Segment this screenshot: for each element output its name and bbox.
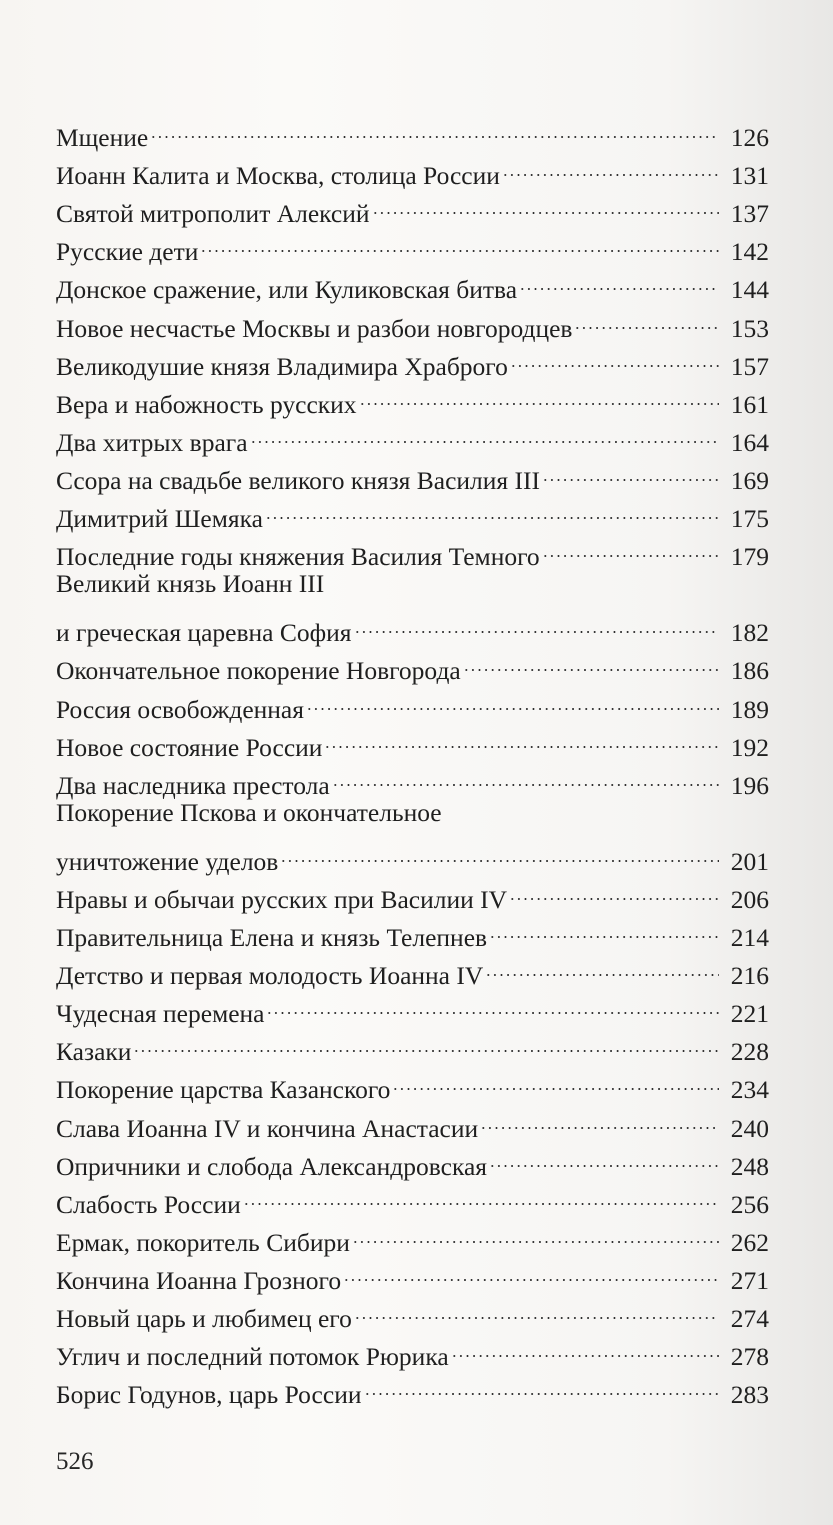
toc-entry-page: 216 <box>730 961 769 991</box>
dot-leader <box>324 718 719 756</box>
toc-entry-page: 262 <box>730 1227 769 1257</box>
toc-entry-title: Углич и последний потомок Рюрика <box>56 1342 449 1372</box>
toc-entry <box>56 298 769 343</box>
toc-entry-line <box>56 260 769 305</box>
toc-entry-title: Иоанн Калита и Москва, столица России <box>56 161 500 191</box>
toc-entry-line <box>56 108 769 153</box>
toc-entry <box>56 489 769 534</box>
toc-entry <box>56 718 769 762</box>
toc-entry-title: Покорение царства Казанского <box>56 1075 391 1105</box>
toc-entry <box>56 1213 769 1257</box>
toc-entry-line <box>56 1365 769 1410</box>
toc-entry <box>56 908 769 953</box>
dot-leader <box>489 908 719 946</box>
toc-entry-line <box>56 413 769 457</box>
dot-leader <box>343 1251 719 1289</box>
toc-entry-title: Великий князь Иоанн III <box>56 569 325 599</box>
toc-entry-title: Донское сражение, или Куликовская битва <box>56 275 518 305</box>
page-number: 526 <box>56 1448 94 1475</box>
toc-entry-line <box>56 984 769 1029</box>
dot-leader <box>392 1060 719 1098</box>
toc-entry-title: Мщение <box>56 123 149 153</box>
toc-entry-page: 278 <box>730 1342 769 1372</box>
toc-entry-title: уничтожение уделов <box>56 846 279 876</box>
dot-leader <box>372 184 719 222</box>
toc-entry-line <box>56 756 769 800</box>
toc-entry-page: 201 <box>730 846 769 876</box>
toc-entry-line <box>56 718 769 762</box>
toc-entry-line <box>56 832 769 876</box>
toc-entry-line <box>56 527 769 572</box>
dot-leader <box>480 1098 719 1136</box>
toc-entry-page: 175 <box>730 504 769 534</box>
toc-entry <box>56 1098 769 1143</box>
toc-entry-line <box>56 489 769 534</box>
toc-entry-line <box>56 1022 769 1067</box>
dot-leader <box>542 451 719 489</box>
toc-entry <box>56 1022 769 1067</box>
toc-entry-title: Нравы и обычаи русских при Василии IV <box>56 884 508 914</box>
toc-entry-title: Слабость России <box>56 1189 241 1219</box>
dot-leader <box>489 1137 719 1175</box>
toc-entry-line <box>56 1137 769 1181</box>
toc-entry-title: Слава Иоанна IV и кончина Анастасии <box>56 1113 479 1143</box>
toc-entry-title: Великодушие князя Владимира Храброго <box>56 351 508 381</box>
toc-entry <box>56 184 769 229</box>
toc-entry-title: Ермак, покоритель Сибири <box>56 1227 350 1257</box>
toc-entry <box>56 756 769 800</box>
toc-entry-title: Новое несчастье Москвы и разбои новгородцев <box>56 313 573 343</box>
dot-leader <box>542 527 719 565</box>
toc-entry-page: 131 <box>730 161 769 191</box>
toc-entry-page: 221 <box>730 999 769 1029</box>
dot-leader <box>133 1022 719 1060</box>
toc-entry-title: Два хитрых врага <box>56 427 248 457</box>
toc-entry <box>56 527 769 572</box>
table-of-contents <box>56 108 769 1410</box>
toc-entry-page: 182 <box>730 618 769 648</box>
toc-entry <box>56 451 769 495</box>
toc-entry-page: 144 <box>730 275 769 305</box>
toc-entry-title: Димитрий Шемяка <box>56 504 263 534</box>
toc-entry-page: 240 <box>730 1113 769 1143</box>
dot-leader <box>352 1213 719 1251</box>
toc-entry <box>56 1365 769 1410</box>
toc-entry <box>56 108 769 153</box>
toc-entry-line <box>56 146 769 191</box>
dot-leader <box>574 298 719 336</box>
dot-leader <box>354 1289 719 1327</box>
toc-entry-line <box>56 946 769 991</box>
toc-entry <box>56 565 769 648</box>
dot-leader <box>150 108 719 146</box>
toc-entry-title: Окончательное покорение Новгорода <box>56 656 461 686</box>
toc-entry-title: Последние годы княжения Василия Темного <box>56 542 540 572</box>
toc-entry-line <box>56 1098 769 1143</box>
toc-entry-line <box>56 1327 769 1372</box>
toc-entry <box>56 1175 769 1219</box>
toc-entry <box>56 337 769 381</box>
toc-entry-page: 228 <box>730 1037 769 1067</box>
toc-entry-title: Новое состояние России <box>56 732 323 762</box>
dot-leader <box>502 146 719 184</box>
toc-entry <box>56 1137 769 1181</box>
toc-entry-title: Казаки <box>56 1037 132 1067</box>
toc-entry <box>56 870 769 914</box>
toc-entry <box>56 375 769 419</box>
dot-leader <box>200 222 719 260</box>
toc-entry-title: Детство и первая молодость Иоанна IV <box>56 961 484 991</box>
toc-entry-page: 186 <box>730 656 769 686</box>
toc-entry <box>56 1289 769 1333</box>
dot-leader <box>332 756 719 794</box>
dot-leader <box>280 832 719 870</box>
toc-entry-page: 189 <box>730 694 769 724</box>
toc-entry-title: Новый царь и любимец его <box>56 1304 352 1333</box>
toc-entry-page: 142 <box>730 237 769 267</box>
dot-leader <box>451 1327 719 1365</box>
toc-entry-page: 234 <box>730 1075 769 1105</box>
dot-leader <box>519 260 719 298</box>
toc-entry-line <box>56 1060 769 1105</box>
toc-entry-page: 192 <box>730 732 769 762</box>
toc-entry-title: Покорение Пскова и окончательное <box>56 797 442 827</box>
toc-entry-page: 137 <box>730 199 769 229</box>
toc-entry-page: 153 <box>730 313 769 343</box>
toc-entry-page: 169 <box>730 465 769 495</box>
toc-entry-line <box>56 298 769 343</box>
toc-entry-title: Ссора на свадьбе великого князя Василия III <box>56 465 541 495</box>
toc-entry-line <box>56 222 769 267</box>
toc-entry-page: 196 <box>730 770 769 800</box>
toc-entry-page: 179 <box>730 542 769 572</box>
toc-entry <box>56 146 769 191</box>
toc-entry-page: 274 <box>730 1304 769 1333</box>
toc-entry-page: 283 <box>730 1380 769 1410</box>
toc-entry-line <box>56 375 769 419</box>
dot-leader <box>243 1175 719 1213</box>
toc-entry <box>56 794 769 876</box>
dot-leader <box>354 603 719 641</box>
dot-leader <box>265 489 719 527</box>
dot-leader <box>250 413 719 451</box>
dot-leader <box>359 375 719 413</box>
toc-entry-title: Борис Годунов, царь России <box>56 1380 362 1410</box>
toc-entry-line <box>56 1289 769 1333</box>
toc-entry-line <box>56 1213 769 1257</box>
toc-entry <box>56 1327 769 1372</box>
toc-entry-page: 256 <box>730 1189 769 1219</box>
toc-entry <box>56 222 769 267</box>
toc-entry-title: Правительница Елена и князь Телепнев <box>56 923 488 953</box>
toc-entry-page: 214 <box>730 923 769 953</box>
toc-entry <box>56 1060 769 1105</box>
toc-entry-page: 164 <box>730 427 769 457</box>
toc-entry <box>56 1251 769 1295</box>
toc-entry-line <box>56 451 769 495</box>
dot-leader <box>266 984 719 1022</box>
toc-entry <box>56 260 769 305</box>
dot-leader <box>364 1365 720 1403</box>
toc-entry-line <box>56 337 769 381</box>
toc-entry-title: Кончина Иоанна Грозного <box>56 1265 342 1295</box>
toc-entry-page: 271 <box>730 1265 769 1295</box>
toc-entry-title: Чудесная перемена <box>56 999 265 1029</box>
dot-leader <box>509 870 719 908</box>
toc-entry-title: Святой митрополит Алексий <box>56 199 370 229</box>
toc-entry-page: 248 <box>730 1151 769 1181</box>
toc-entry-line <box>56 1175 769 1219</box>
toc-entry-line <box>56 679 769 724</box>
toc-entry-page: 206 <box>730 884 769 914</box>
toc-entry <box>56 413 769 457</box>
toc-entry-line <box>56 1251 769 1295</box>
toc-entry-line <box>56 184 769 229</box>
toc-entry-line <box>56 870 769 914</box>
toc-entry <box>56 984 769 1029</box>
toc-entry-title: Русские дети <box>56 237 199 267</box>
toc-entry-page: 126 <box>730 123 769 153</box>
toc-entry-line <box>56 908 769 953</box>
toc-entry-page: 157 <box>730 351 769 381</box>
toc-entry-title: и греческая царевна София <box>56 618 352 648</box>
toc-entry-line <box>56 794 769 832</box>
dot-leader <box>306 679 719 717</box>
toc-entry <box>56 679 769 724</box>
toc-entry <box>56 641 769 686</box>
dot-leader <box>510 337 719 375</box>
toc-entry-line <box>56 641 769 686</box>
toc-entry-line <box>56 603 769 648</box>
toc-entry <box>56 946 769 991</box>
dot-leader <box>463 641 719 679</box>
toc-entry-line <box>56 565 769 603</box>
toc-entry-title: Вера и набожность русских <box>56 389 357 419</box>
toc-entry-title: Опричники и слобода Александровская <box>56 1151 487 1181</box>
toc-entry-page: 161 <box>730 389 769 419</box>
toc-entry-title: Россия освобожденная <box>56 694 304 724</box>
toc-entry-title: Два наследника престола <box>56 770 330 800</box>
dot-leader <box>485 946 719 984</box>
